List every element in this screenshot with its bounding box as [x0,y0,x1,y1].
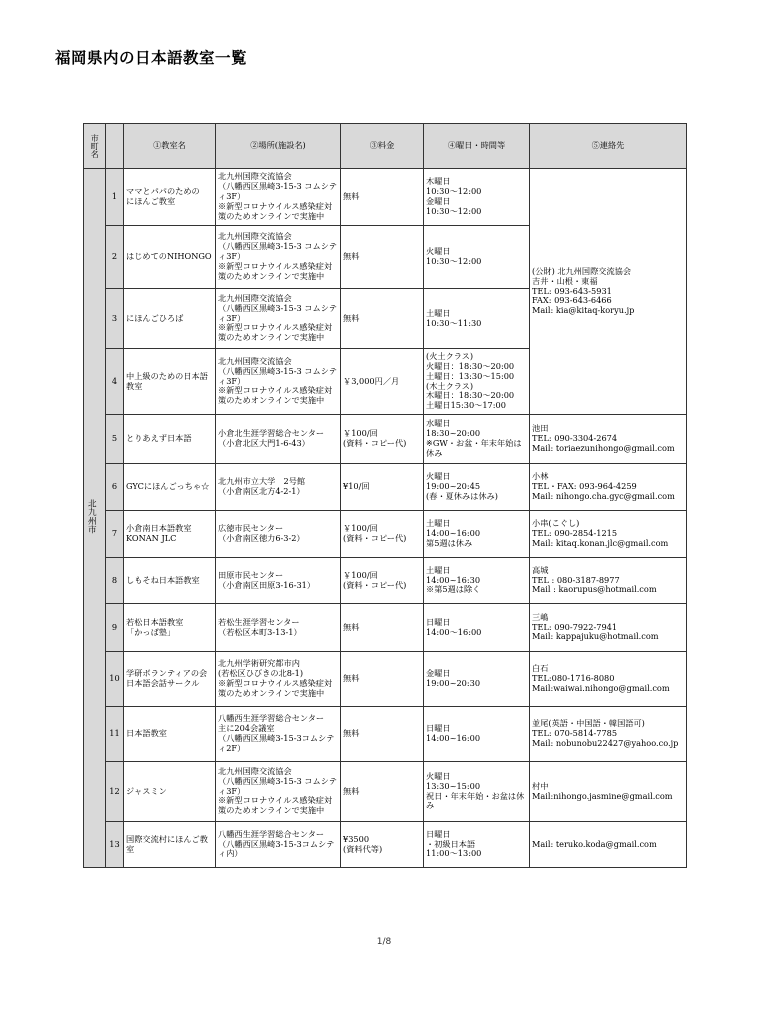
contact: 三嶋 TEL: 090-7922-7941 Mail: kappajuku@hotmail.com [530,604,687,652]
schedule: 日曜日 14:00～16:00 [424,604,530,652]
schedule: 金曜日 19:00~20:30 [424,652,530,707]
contact: 並尾(英語・中国語・韓国語可) TEL: 070-5814-7785 Mail: nobunobu22427@yahoo.co.jp [530,707,687,762]
row-number: 8 [106,558,124,604]
fee: ¥3500 (資料代等) [341,822,424,868]
table-row [84,652,687,707]
classroom-name: 若松日本語教室 「かっぱ塾」 [124,604,216,652]
header-num [106,124,124,169]
schedule: 日曜日 ・初級日本語 11:00～13:00 [424,822,530,868]
venue: 八幡西生涯学習総合センター 主に204会議室 （八幡西区黒崎3-15-3コムシティ2F） [216,707,341,762]
fee: 無料 [341,226,424,289]
schedule: 火曜日 13:30~15:00 祝日・年末年始・お盆は休み [424,762,530,822]
row-number: 13 [106,822,124,868]
venue: 北九州国際交流協会 （八幡西区黒崎3-15-3 コムシティ3F） ※新型コロナウイルス感染症対策のためオンラインで実施中 [216,762,341,822]
schedule: 水曜日 18:30~20:00 ※GW・お盆・年末年始は休み [424,415,530,464]
venue: 広徳市民センター （小倉南区徳力6-3-2） [216,511,341,558]
header-contact: ⑤連絡先 [530,124,687,169]
venue: 小倉北生涯学習総合センター （小倉北区大門1-6-43） [216,415,341,464]
contact: 白石 TEL:080-1716-8080 Mail:waiwai.nihongo@gmail.com [530,652,687,707]
row-number: 4 [106,349,124,415]
table-row [84,558,687,604]
schedule: 土曜日 14:00~16:00 第5週は休み [424,511,530,558]
venue: 北九州国際交流協会 （八幡西区黒崎3-15-3 コムシティ3F） ※新型コロナウイルス感染症対策のためオンラインで実施中 [216,169,341,226]
contact: 小串(こぐし) TEL: 090-2854-1215 Mail: kitaq.konan.jlc@gmail.com [530,511,687,558]
table-row [84,604,687,652]
fee: 無料 [341,707,424,762]
fee: 無料 [341,289,424,349]
row-number: 5 [106,415,124,464]
table-row [84,169,687,226]
classroom-name: ママとパパのための にほんご教室 [124,169,216,226]
classroom-name: しもそね日本語教室 [124,558,216,604]
classroom-name: にほんごひろば [124,289,216,349]
classroom-name: 国際交流村にほんご教室 [124,822,216,868]
classroom-name: 小倉南日本語教室 KONAN JLC [124,511,216,558]
row-number: 10 [106,652,124,707]
row-number: 7 [106,511,124,558]
row-number: 1 [106,169,124,226]
schedule: 土曜日 10:30～11:30 [424,289,530,349]
row-number: 6 [106,464,124,511]
header-schedule: ④曜日・時間等 [424,124,530,169]
venue: 八幡西生涯学習総合センター （八幡西区黒崎3-15-3コムシティ内） [216,822,341,868]
page-title: 福岡県内の日本語教室一覧 [55,49,248,67]
row-number: 12 [106,762,124,822]
table-row [84,511,687,558]
contact: 池田 TEL: 090-3304-2674 Mail: toriaezunihongo@gmail.com [530,415,687,464]
venue: 北九州国際交流協会 （八幡西区黒崎3-15-3 コムシティ3F） ※新型コロナウイルス感染症対策のためオンラインで実施中 [216,289,341,349]
venue: 北九州国際交流協会 （八幡西区黒崎3-15-3 コムシティ3F） ※新型コロナウイルス感染症対策のためオンラインで実施中 [216,349,341,415]
contact: 村中 Mail:nihongo.jasmine@gmail.com [530,762,687,822]
fee: ￥3,000円／月 [341,349,424,415]
classroom-name: とりあえず日本語 [124,415,216,464]
classroom-name: ジャスミン [124,762,216,822]
fee: ¥10/回 [341,464,424,511]
table-row [84,762,687,822]
row-number: 11 [106,707,124,762]
header-venue: ②場所(施設名) [216,124,341,169]
table-row [84,707,687,762]
header-row [84,124,687,169]
contact: Mail: teruko.koda@gmail.com [530,822,687,868]
fee: ￥100/回 (資料・コピー代) [341,415,424,464]
venue: 北九州国際交流協会 （八幡西区黒崎3-15-3 コムシティ3F） ※新型コロナウイルス感染症対策のためオンラインで実施中 [216,226,341,289]
schedule: 日曜日 14:00~16:00 [424,707,530,762]
table-row [84,415,687,464]
header-fee: ③料金 [341,124,424,169]
classroom-name: 日本語教室 [124,707,216,762]
fee: 無料 [341,762,424,822]
table-row [84,464,687,511]
venue: 田原市民センター （小倉南区田原3-16-31） [216,558,341,604]
city-cell [84,169,106,868]
city-label: 北九州市 [86,499,97,534]
schedule: (火土クラス) 火曜日：18:30～20:00 土曜日：13:30～15:00 (木土クラス) 木曜日：18:30～20:00 土曜日15:30～17:00 [424,349,530,415]
classroom-name: 学研ボランティアの会 日本語会話サークル [124,652,216,707]
header-name: ①教室名 [124,124,216,169]
row-number: 9 [106,604,124,652]
table-row [84,822,687,868]
contact: (公財) 北九州国際交流協会 吉井・山根・東福 TEL: 093-643-5931 FAX: 093-643-6466 Mail: kia@kitaq-koryu.jp [530,169,687,415]
contact: 高城 TEL : 080-3187-8977 Mail : kaorupus@hotmail.com [530,558,687,604]
schedule: 木曜日 10:30～12:00 金曜日 10:30～12:00 [424,169,530,226]
venue: 北九州市立大学 2号館 （小倉南区北方4-2-1） [216,464,341,511]
venue: 北九州学術研究都市内 (若松区ひびきの北8-1) ※新型コロナウイルス感染症対策のためオンラインで実施中 [216,652,341,707]
fee: 無料 [341,169,424,226]
schedule: 火曜日 19:00~20:45 (春・夏休みは休み) [424,464,530,511]
row-number: 3 [106,289,124,349]
fee: ￥100/回 (資料・コピー代) [341,558,424,604]
classroom-name: はじめてのNIHONGO [124,226,216,289]
fee: 無料 [341,652,424,707]
classroom-table [83,123,687,868]
classroom-name: GYCにほんごっちゃ☆ [124,464,216,511]
contact: 小林 TEL・FAX: 093-964-4259 Mail: nihongo.cha.gyc@gmail.com [530,464,687,511]
fee: 無料 [341,604,424,652]
page-number: 1/8 [376,937,392,947]
venue: 若松生涯学習センター （若松区本町3-13-1） [216,604,341,652]
schedule: 火曜日 10:30～12:00 [424,226,530,289]
header-city: 市町名 [84,124,106,169]
fee: ￥100/回 (資料・コピー代) [341,511,424,558]
row-number: 2 [106,226,124,289]
classroom-name: 中上級のための日本語教室 [124,349,216,415]
schedule: 土曜日 14:00~16:30 ※第5週は除く [424,558,530,604]
